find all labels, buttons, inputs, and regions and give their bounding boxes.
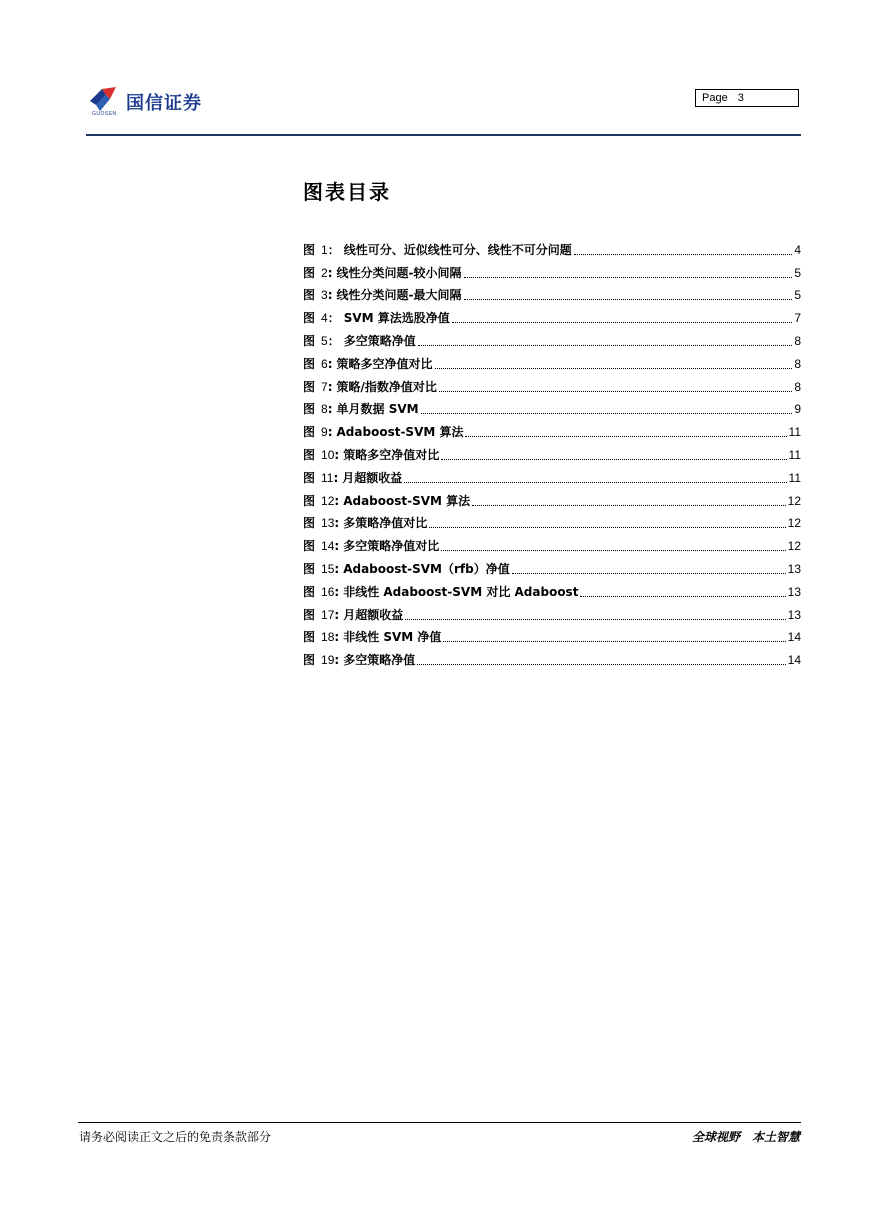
- toc-item-leader: [405, 619, 785, 620]
- toc-item-separator: :: [334, 607, 340, 622]
- toc-item[interactable]: [303, 303, 801, 326]
- toc-item-page: 4: [794, 242, 801, 257]
- toc-item-label: [303, 243, 572, 258]
- toc-item-page: 9: [794, 402, 801, 417]
- logo-subtext: GUOSEN: [92, 111, 117, 117]
- toc-item-label: [303, 334, 416, 349]
- toc-item-page: 12: [787, 539, 801, 554]
- toc-item-leader: [404, 482, 786, 483]
- toc-item-page: 5: [794, 265, 801, 280]
- toc-item-number: 8: [321, 402, 328, 417]
- toc-item-label: [303, 380, 437, 395]
- toc-item-prefix: 图: [303, 516, 316, 531]
- toc-item-number: 6: [321, 356, 328, 371]
- toc-item[interactable]: [303, 509, 801, 532]
- toc-item-label: [303, 357, 433, 372]
- toc-item-separator: :: [327, 288, 333, 303]
- toc-item-prefix: 图: [303, 242, 316, 257]
- toc-item-number: 14: [321, 539, 335, 554]
- toc-item-number: 7: [321, 379, 328, 394]
- toc-item-page: 11: [788, 425, 801, 440]
- toc-item[interactable]: [303, 395, 801, 418]
- toc-item-number: 1: [321, 242, 328, 257]
- toc-item-prefix: 图: [303, 402, 316, 417]
- toc-item-number: 11: [321, 470, 334, 485]
- toc-item-number: 19: [321, 653, 335, 668]
- toc-item-prefix: 图: [303, 333, 316, 348]
- footer-divider: [78, 1122, 801, 1123]
- toc-item-page: 11: [788, 470, 801, 485]
- toc-item-prefix: 图: [303, 379, 316, 394]
- toc-item[interactable]: [303, 600, 801, 623]
- footer-disclaimer: 请务必阅读正文之后的免责条款部分: [79, 1130, 272, 1144]
- toc-item-number: 15: [321, 561, 335, 576]
- toc-item[interactable]: [303, 623, 801, 646]
- toc-item-text: Adaboost-SVM 算法: [343, 493, 471, 508]
- toc-item-label: [303, 562, 510, 577]
- toc-item-number: 16: [321, 584, 335, 599]
- toc-item-leader: [580, 596, 785, 597]
- toc-item-text: SVM 算法选股净值: [343, 311, 450, 326]
- toc-item-label: [303, 653, 415, 668]
- toc-item-number: 18: [321, 630, 335, 645]
- toc-item-number: 9: [321, 425, 328, 440]
- toc-item-separator: :: [327, 402, 333, 417]
- toc-item-leader: [418, 345, 793, 346]
- toc-item-label: [303, 448, 439, 463]
- toc-item-label: [303, 585, 578, 600]
- toc-item-text: 月超额收益: [343, 607, 404, 622]
- toc-item-label: [303, 539, 439, 554]
- slogan-part-1: 全球视野: [691, 1130, 740, 1144]
- toc-item-leader: [443, 641, 785, 642]
- toc-item-prefix: 图: [303, 447, 316, 462]
- toc-item[interactable]: [303, 281, 801, 304]
- toc-item-leader: [421, 413, 793, 414]
- toc-item-text: Adaboost-SVM（rfb）净值: [343, 561, 510, 576]
- toc-item-number: 17: [321, 607, 335, 622]
- toc-item-page: 12: [787, 516, 801, 531]
- toc-item-page: 13: [787, 607, 801, 622]
- toc-item-number: 12: [321, 493, 335, 508]
- toc-item-page: 7: [794, 311, 801, 326]
- toc-item-prefix: 图: [303, 561, 316, 576]
- toc-item-label: [303, 266, 462, 281]
- toc-item-separator: :: [334, 516, 340, 531]
- toc-item-text: 非线性 Adaboost-SVM 对比 Adaboost: [343, 584, 579, 599]
- toc-item-leader: [439, 391, 792, 392]
- page-indicator: [695, 89, 799, 107]
- toc-item[interactable]: [303, 645, 801, 668]
- toc-item-text: 策略/指数净值对比: [336, 379, 437, 394]
- toc-item-label: [303, 630, 441, 645]
- toc-item-leader: [464, 299, 793, 300]
- toc-item-separator: :: [334, 630, 340, 645]
- toc-item-separator: :: [327, 356, 333, 371]
- toc-item-separator: :: [334, 561, 340, 576]
- toc-item-leader: [574, 254, 793, 255]
- toc-item-text: 线性分类问题-最大间隔: [336, 288, 462, 303]
- toc-item[interactable]: [303, 258, 801, 281]
- toc-item-prefix: 图: [303, 356, 316, 371]
- toc-item-separator: :: [334, 584, 340, 599]
- toc-item-text: 策略多空净值对比: [336, 356, 433, 371]
- toc-item-text: Adaboost-SVM 算法: [336, 425, 464, 440]
- toc-item-leader: [452, 322, 793, 323]
- toc-item-label: [303, 288, 462, 303]
- toc-item-page: 14: [787, 630, 801, 645]
- toc-item-text: 线性可分、近似线性可分、线性不可分问题: [343, 242, 572, 257]
- toc-item-label: [303, 608, 403, 623]
- toc-item-prefix: 图: [303, 630, 316, 645]
- toc-item-prefix: 图: [303, 653, 316, 668]
- toc-item-separator: ：: [327, 311, 340, 326]
- toc-item-page: 8: [794, 379, 801, 394]
- toc-item-prefix: 图: [303, 425, 316, 440]
- toc-item-prefix: 图: [303, 493, 316, 508]
- toc-item-leader: [429, 527, 785, 528]
- toc-item-text: 多空策略净值: [343, 333, 416, 348]
- toc-item[interactable]: [303, 235, 801, 258]
- toc-item-prefix: 图: [303, 584, 316, 599]
- toc-item-label: [303, 494, 470, 509]
- toc-item[interactable]: [303, 326, 801, 349]
- toc-item-page: 13: [787, 584, 801, 599]
- toc-item-separator: :: [334, 539, 340, 554]
- toc-item-label: [303, 402, 419, 417]
- toc-item-number: 10: [321, 447, 335, 462]
- toc-item-leader: [417, 664, 785, 665]
- toc-item-page: 8: [794, 356, 801, 371]
- toc-item[interactable]: [303, 417, 801, 440]
- toc-item-page: 5: [794, 288, 801, 303]
- toc-item-separator: :: [327, 265, 333, 280]
- toc-item-page: 8: [794, 333, 801, 348]
- toc-item-text: 线性分类问题-较小间隔: [336, 265, 462, 280]
- toc-item-separator: :: [334, 447, 340, 462]
- toc-item-leader: [512, 573, 786, 574]
- toc-item-separator: ：: [327, 242, 340, 257]
- toc-item-number: 2: [321, 265, 328, 280]
- toc-item-label: [303, 311, 450, 326]
- toc-item-label: [303, 516, 427, 531]
- toc-item-text: 多策略净值对比: [343, 516, 428, 531]
- page-label: Page: [702, 92, 728, 104]
- toc-title: 图表目录: [303, 180, 391, 204]
- toc-item[interactable]: [303, 486, 801, 509]
- toc-item-prefix: 图: [303, 265, 316, 280]
- toc-item-separator: :: [334, 653, 340, 668]
- company-logo: [88, 85, 218, 119]
- toc-item-leader: [472, 505, 785, 506]
- toc-item[interactable]: [303, 531, 801, 554]
- toc-item-separator: ：: [327, 333, 340, 348]
- toc-item-label: [303, 425, 463, 440]
- header-divider: [86, 134, 801, 136]
- footer-slogan: [692, 1128, 800, 1145]
- toc-item-label: [303, 471, 402, 486]
- toc-item[interactable]: [303, 554, 801, 577]
- toc-item-separator: :: [334, 493, 340, 508]
- toc-item-prefix: 图: [303, 470, 316, 485]
- toc-item-number: 13: [321, 516, 335, 531]
- toc-item-separator: :: [327, 379, 333, 394]
- toc-item-page: 11: [788, 447, 801, 462]
- toc-item[interactable]: [303, 577, 801, 600]
- toc-item-separator: :: [327, 425, 333, 440]
- toc-item-page: 13: [787, 561, 801, 576]
- logo-text: 国信证券: [126, 93, 202, 114]
- toc-item-text: 非线性 SVM 净值: [343, 630, 442, 645]
- toc-item-prefix: 图: [303, 288, 316, 303]
- toc-item[interactable]: [303, 440, 801, 463]
- toc-item-number: 3: [321, 288, 328, 303]
- toc-item-text: 单月数据 SVM: [336, 402, 419, 417]
- toc-item-number: 4: [321, 311, 328, 326]
- toc-item-prefix: 图: [303, 539, 316, 554]
- toc-item-leader: [441, 550, 785, 551]
- toc-item[interactable]: [303, 463, 801, 486]
- toc-item-leader: [435, 368, 793, 369]
- toc-item-text: 月超额收益: [342, 470, 403, 485]
- toc-item-page: 12: [787, 493, 801, 508]
- toc-item[interactable]: [303, 349, 801, 372]
- toc-item-leader: [441, 459, 786, 460]
- toc-item-text: 策略多空净值对比: [343, 447, 440, 462]
- toc-item-leader: [465, 436, 786, 437]
- toc-item-text: 多空策略净值对比: [343, 539, 440, 554]
- toc-list: [303, 235, 801, 668]
- toc-item-leader: [464, 277, 793, 278]
- toc-item-separator: :: [333, 470, 339, 485]
- toc-item-number: 5: [321, 333, 328, 348]
- toc-item-prefix: 图: [303, 607, 316, 622]
- toc-item[interactable]: [303, 372, 801, 395]
- page-number: 3: [737, 92, 744, 104]
- toc-item-page: 14: [787, 653, 801, 668]
- toc-item-text: 多空策略净值: [343, 653, 416, 668]
- toc-item-prefix: 图: [303, 311, 316, 326]
- slogan-part-2: 本土智慧: [751, 1130, 800, 1144]
